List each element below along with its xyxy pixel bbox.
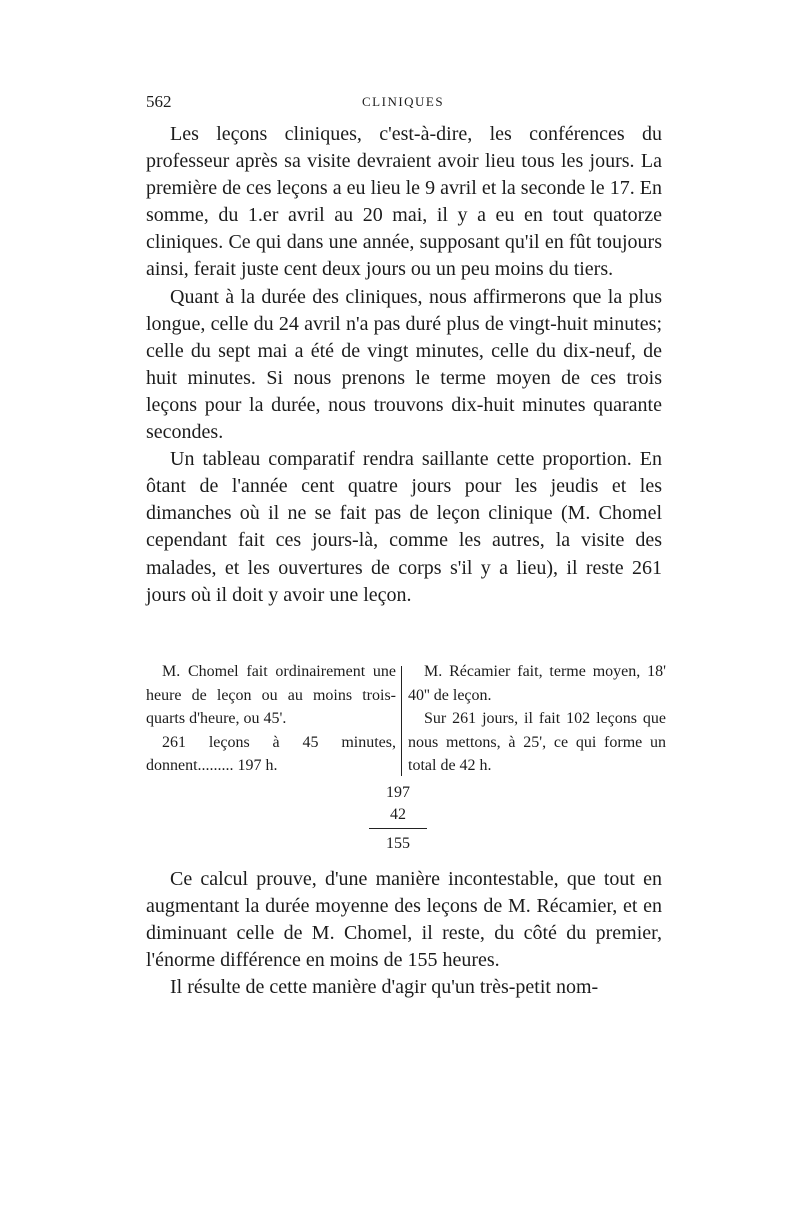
paragraph-tableau: Un tableau comparatif rendra saillante cette proportion. En ôtant de l'année cent quatre jours pour les jeudis et les dimanches où il ne se fait pas de leçon clinique (M. Chomel cependant fait ces jours-là, comme les autres, la visite des malades, et les ouvertures de corps s'il y a lieu), il reste 261 jours où il doit y avoir une leçon. [146, 448, 662, 606]
calc-rule [369, 828, 427, 829]
paragraph-lecons: Les leçons cliniques, c'est-à-dire, les conférences du professeur après sa visite devraient avoir lieu tous les jours. La première de ces leçons a eu lieu le 9 avril et la seconde le 17. En somme, du 1.er avril au 20 mai, il y a eu en tout quatorze cliniques. Ce qui dans une année, supposant qu'il en fût toujours ainsi, ferait juste cent deux jours ou un peu moins du tiers. [146, 123, 662, 281]
column-paragraph: M. Récamier fait, terme moyen, 18' 40'' de leçon. [408, 663, 666, 704]
calc-minuend: 197 [386, 784, 410, 801]
paragraph-resulte: Il résulte de cette manière d'agir qu'un très-petit nom- [170, 976, 599, 999]
paragraph-duree: Quant à la durée des cliniques, nous affirmerons que la plus longue, celle du 24 avril n'a pas duré plus de vingt-huit minutes; celle du sept mai a été de vingt minutes, celle du dix-neuf, de huit minutes. Si nous prenons le terme moyen de ces trois leçons pour la durée, nous trouvons dix-huit minutes quarante secondes. [146, 285, 662, 444]
calc-subtrahend: 42 [390, 806, 406, 823]
body-text-bottom [146, 866, 662, 1001]
page-number: 562 [146, 92, 172, 111]
body-text-top [146, 121, 662, 609]
column-chomel [146, 660, 396, 778]
page-header [146, 92, 666, 112]
running-title: CLINIQUES [362, 94, 445, 109]
column-paragraph: 261 leçons à 45 minutes, donnent......... 197 h. [146, 733, 396, 774]
paragraph-calcul: Ce calcul prouve, d'une manière incontestable, que tout en augmentant la durée moyenne des leçons de M. Récamier, et en diminuant celle de M. Chomel, il reste, du côté du premier, l'énorme différence en moins de 155 heures. [146, 868, 662, 972]
column-divider [401, 666, 402, 776]
comparison-columns [146, 660, 666, 778]
calc-result: 155 [386, 835, 410, 852]
subtraction-calculation [368, 782, 428, 855]
column-paragraph: Sur 261 jours, il fait 102 leçons que nous mettons, à 25', ce qui forme un total de 42 h. [408, 710, 666, 774]
column-paragraph: M. Chomel fait ordinairement une heure de leçon ou au moins trois-quarts d'heure, ou 45'. [146, 663, 396, 727]
column-recamier [408, 660, 666, 778]
